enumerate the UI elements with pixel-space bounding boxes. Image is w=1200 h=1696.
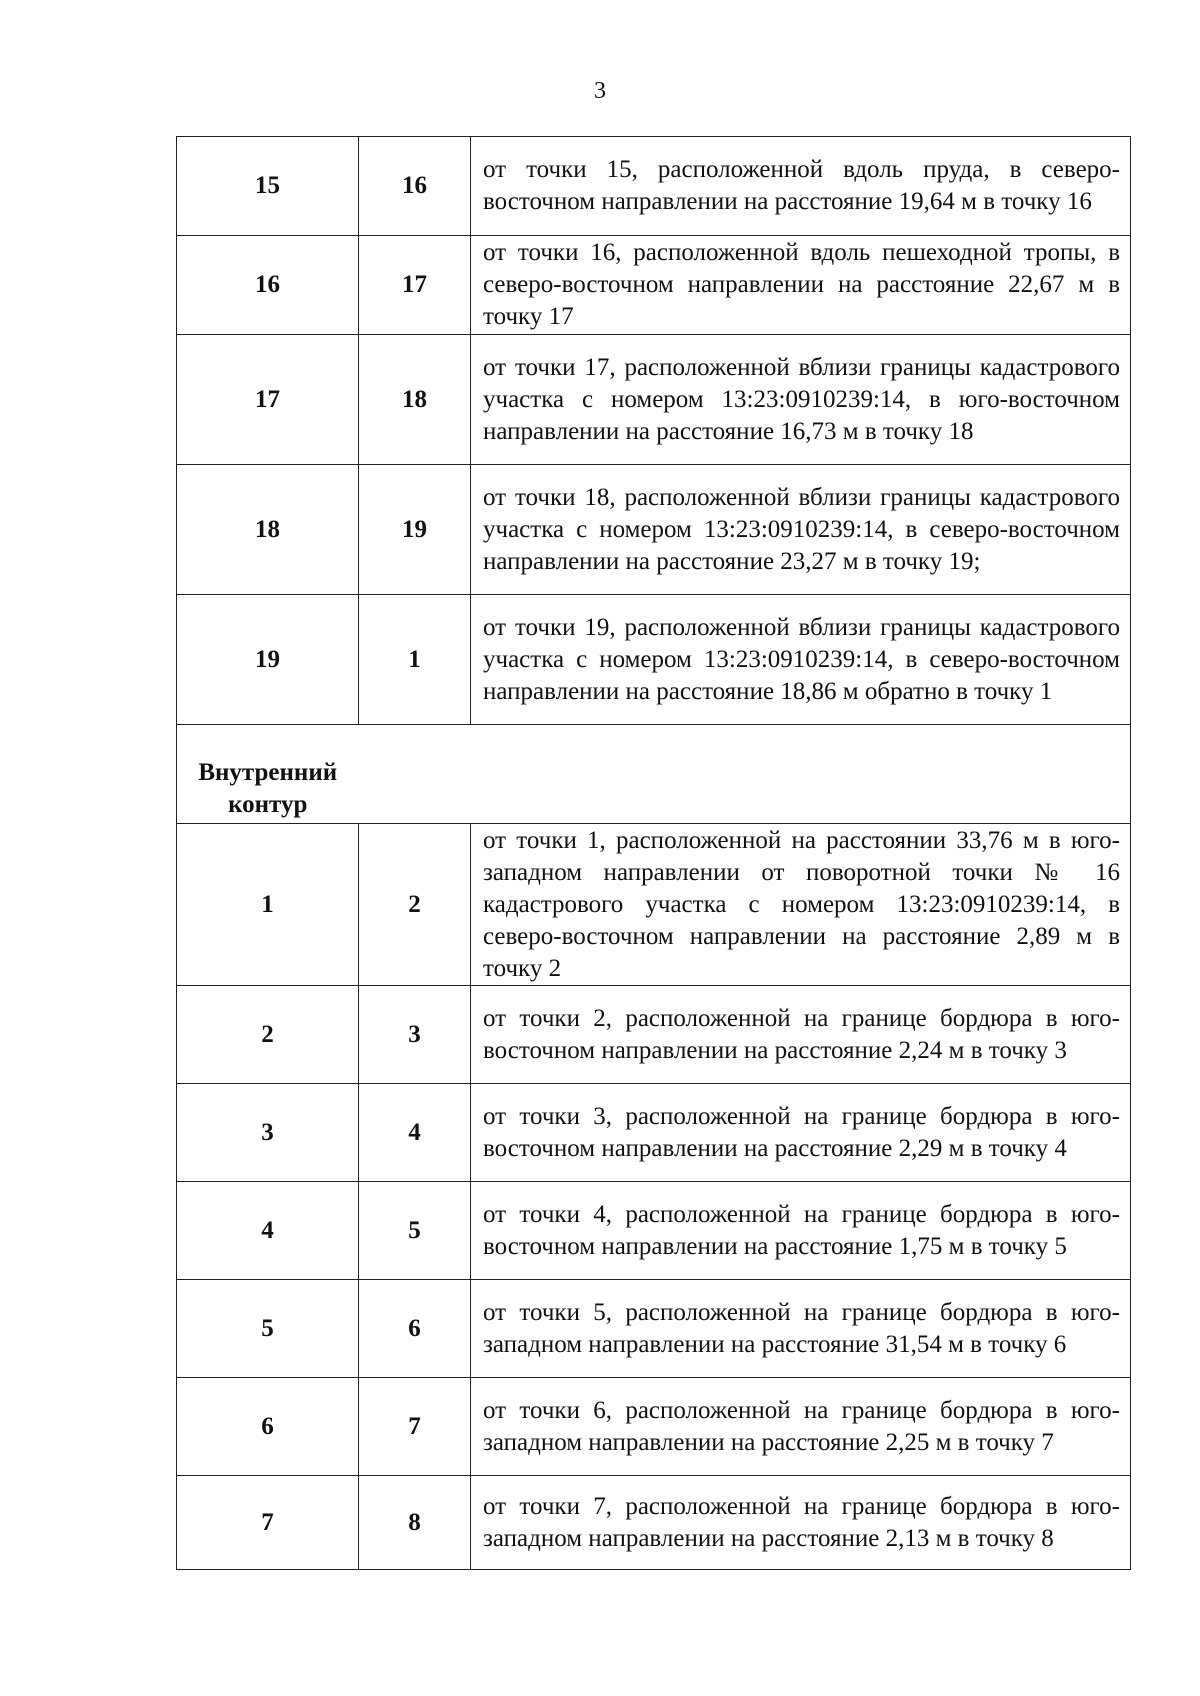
table-row [177, 824, 1131, 986]
table-row [177, 986, 1131, 1084]
to-point-cell: 5 [359, 1182, 471, 1280]
section-header-row [177, 725, 1131, 824]
table-row [177, 137, 1131, 236]
from-point-cell: 16 [177, 236, 359, 335]
from-point-cell: 15 [177, 137, 359, 236]
to-point-cell: 18 [359, 335, 471, 465]
inner-contour-label: Внутренний контур [177, 725, 359, 824]
from-point-cell: 3 [177, 1084, 359, 1182]
page-number: 3 [594, 78, 606, 104]
from-point-cell: 5 [177, 1280, 359, 1378]
to-point-cell: 8 [359, 1476, 471, 1570]
description-cell: от точки 4, расположенной на границе бордюра в юго-восточном направлении на расстояние 1,75 м в точку 5 [471, 1182, 1131, 1280]
to-point-cell: 3 [359, 986, 471, 1084]
to-point-cell: 4 [359, 1084, 471, 1182]
description-cell: от точки 18, расположенной вблизи границы кадастрового участка с номером 13:23:0910239:14, в северо-восточном направлении на расстояние 23,27 м в точку 19; [471, 465, 1131, 595]
table-row [177, 1280, 1131, 1378]
boundary-points-table [176, 136, 1131, 1570]
table-row [177, 236, 1131, 335]
to-point-cell: 16 [359, 137, 471, 236]
from-point-cell: 1 [177, 824, 359, 986]
table-row [177, 1182, 1131, 1280]
table-row [177, 335, 1131, 465]
to-point-cell: 1 [359, 595, 471, 725]
table-row [177, 1378, 1131, 1476]
description-cell: от точки 7, расположенной на границе бордюра в юго-западном направлении на расстояние 2,13 м в точку 8 [471, 1476, 1131, 1570]
from-point-cell: 17 [177, 335, 359, 465]
to-point-cell: 17 [359, 236, 471, 335]
to-point-cell: 2 [359, 824, 471, 986]
from-point-cell: 19 [177, 595, 359, 725]
description-cell: от точки 19, расположенной вблизи границы кадастрового участка с номером 13:23:0910239:14, в северо-восточном направлении на расстояние 18,86 м обратно в точку 1 [471, 595, 1131, 725]
table-row [177, 595, 1131, 725]
from-point-cell: 2 [177, 986, 359, 1084]
description-cell: от точки 1, расположенной на расстоянии 33,76 м в юго-западном направлении от поворотной точки № 16 кадастрового участка с номером 13:23:0910239:14, в северо-восточном направлении на расстояние 2,89 м в точку 2 [471, 824, 1131, 986]
from-point-cell: 6 [177, 1378, 359, 1476]
from-point-cell: 18 [177, 465, 359, 595]
table-row [177, 1476, 1131, 1570]
table-row [177, 465, 1131, 595]
description-cell: от точки 6, расположенной на границе бордюра в юго-западном направлении на расстояние 2,25 м в точку 7 [471, 1378, 1131, 1476]
from-point-cell: 4 [177, 1182, 359, 1280]
to-point-cell: 19 [359, 465, 471, 595]
description-cell: от точки 5, расположенной на границе бордюра в юго-западном направлении на расстояние 31,54 м в точку 6 [471, 1280, 1131, 1378]
description-cell: от точки 3, расположенной на границе бордюра в юго-восточном направлении на расстояние 2,29 м в точку 4 [471, 1084, 1131, 1182]
description-cell: от точки 2, расположенной на границе бордюра в юго-восточном направлении на расстояние 2,24 м в точку 3 [471, 986, 1131, 1084]
table-row [177, 1084, 1131, 1182]
description-cell: от точки 16, расположенной вдоль пешеходной тропы, в северо-восточном направлении на расстояние 22,67 м в точку 17 [471, 236, 1131, 335]
description-cell: от точки 17, расположенной вблизи границы кадастрового участка с номером 13:23:0910239:14, в юго-восточном направлении на расстояние 16,73 м в точку 18 [471, 335, 1131, 465]
section-header-empty-cell [359, 725, 1131, 824]
to-point-cell: 6 [359, 1280, 471, 1378]
to-point-cell: 7 [359, 1378, 471, 1476]
description-cell: от точки 15, расположенной вдоль пруда, в северо-восточном направлении на расстояние 19,64 м в точку 16 [471, 137, 1131, 236]
from-point-cell: 7 [177, 1476, 359, 1570]
